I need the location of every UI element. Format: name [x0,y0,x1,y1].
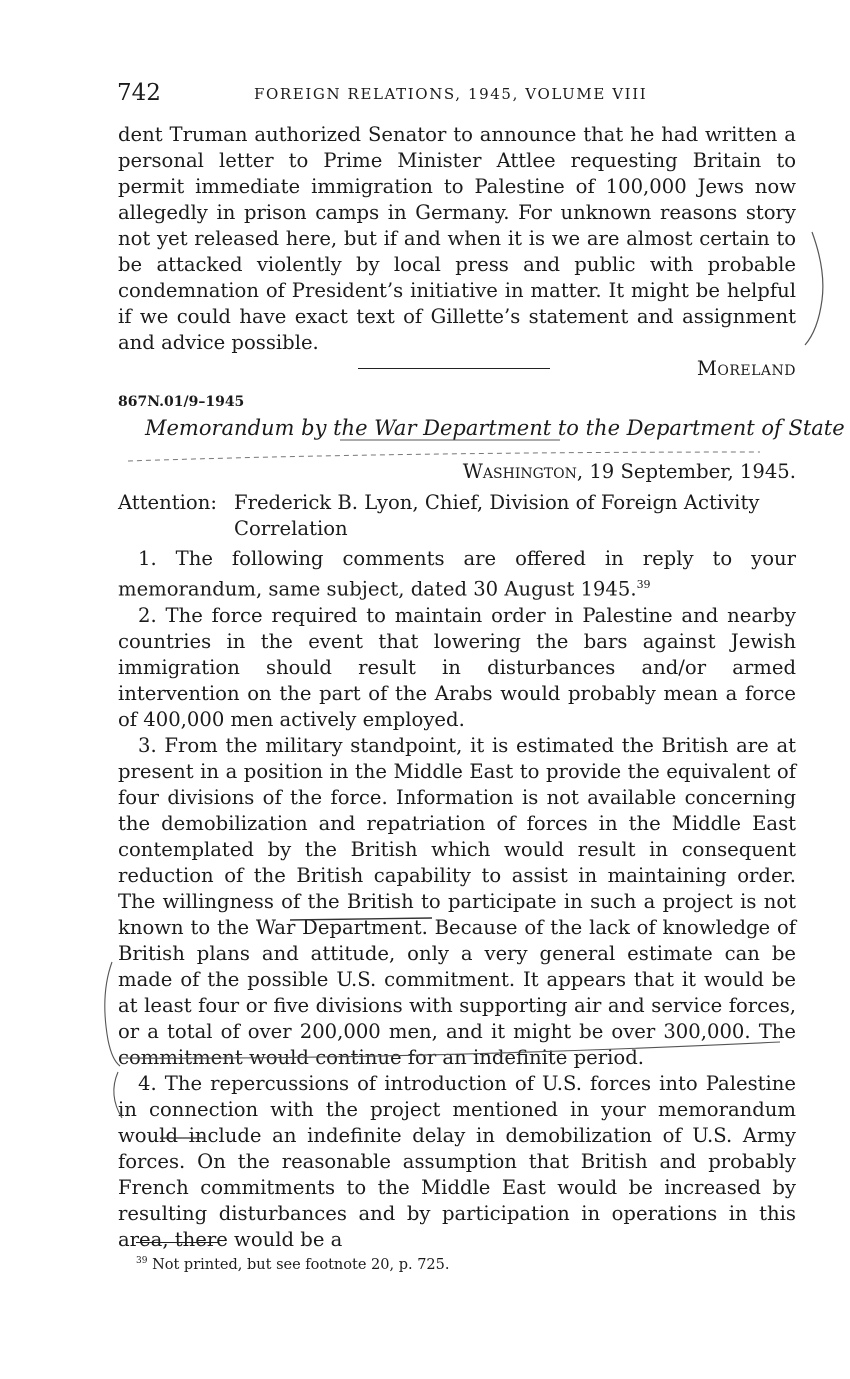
section-divider [358,368,550,369]
footnote-marker: 39 [136,1256,148,1266]
file-number: 867N.01/9–1945 [118,394,245,410]
memo-body [118,546,796,1253]
paragraph-1-text: 1. The following comments are offered in reply to your memorandum, same subject, dated 30 August 1945. [118,547,796,601]
footnote-ref: 39 [636,578,651,591]
footnote-divider [136,1242,218,1243]
attention-name: Frederick B. Lyon, Chief, Division of Foreign Activity [234,491,760,514]
document-title: Memorandum by the War Department to the Department of State [145,416,845,440]
telegram-text: dent Truman authorized Senator to announce that he had written a personal letter to Prime Minister Attlee requesting Britain to permit immediate immigration to Palestine of 100,000 Jews now allegedly in prison camps in Germany. For unknown reasons story not yet released here, but if and when it is we are almost certain to be attacked violently by local press and public with probable condemnation of President’s initiative in matter. It might be helpful if we could have exact text of Gillette’s statement and assignment and advice possible. [118,123,796,354]
footnote [136,1256,449,1273]
attention-line [118,490,796,542]
dateline-place: Washington [462,460,577,483]
telegram-continuation [118,122,796,382]
paragraph-2: 2. The force required to maintain order in Palestine and nearby countries in the event that lowering the bars against Jewish immigration should result in disturbances and/or armed intervention on the part of the Arabs would probably mean a force of 400,000 men actively employed. [118,603,796,731]
signature: Moreland [696,357,796,380]
attention-label: Attention: [118,491,217,514]
paragraph-1 [118,546,796,603]
paragraph-3: 3. From the military standpoint, it is estimated the British are at present in a position in the Middle East to provide the equivalent of four divisions of the force. Information is not available concerning the demobilization and repatriation of forces in the Middle East contemplated by the British which would result in consequent reduction of the British capability to assist in maintaining order. The willingness of the British to participate in such a project is not known to the War Department. Because of the lack of knowledge of British plans and attitude, only a very general estimate can be made of the possible U.S. commitment. It appears that it would be at least four or five divisions with supporting air and service forces, or a total of over 200,000 men, and it might be over 300,000. The commitment would continue for an indefinite period. [118,733,796,1069]
dateline-date: , 19 September, 1945. [576,460,796,483]
running-title: FOREIGN RELATIONS, 1945, VOLUME VIII [254,85,648,103]
margin-bracket-top [805,232,823,345]
dateline [118,460,796,483]
page-header [117,80,797,110]
page-number: 742 [117,80,161,106]
attention-continuation: Correlation [234,517,348,540]
paragraph-4: 4. The repercussions of introduction of U.S. forces into Palestine in connection with the project mentioned in your memorandum would include an indefinite delay in demobilization of U.S. Army forces. On the reasonable assumption that British and probably French commitments to the Middle East would be increased by resulting disturbances and by participation in operations in this area, there would be a [118,1071,796,1251]
footnote-text: Not printed, but see footnote 20, p. 725. [152,1256,450,1273]
